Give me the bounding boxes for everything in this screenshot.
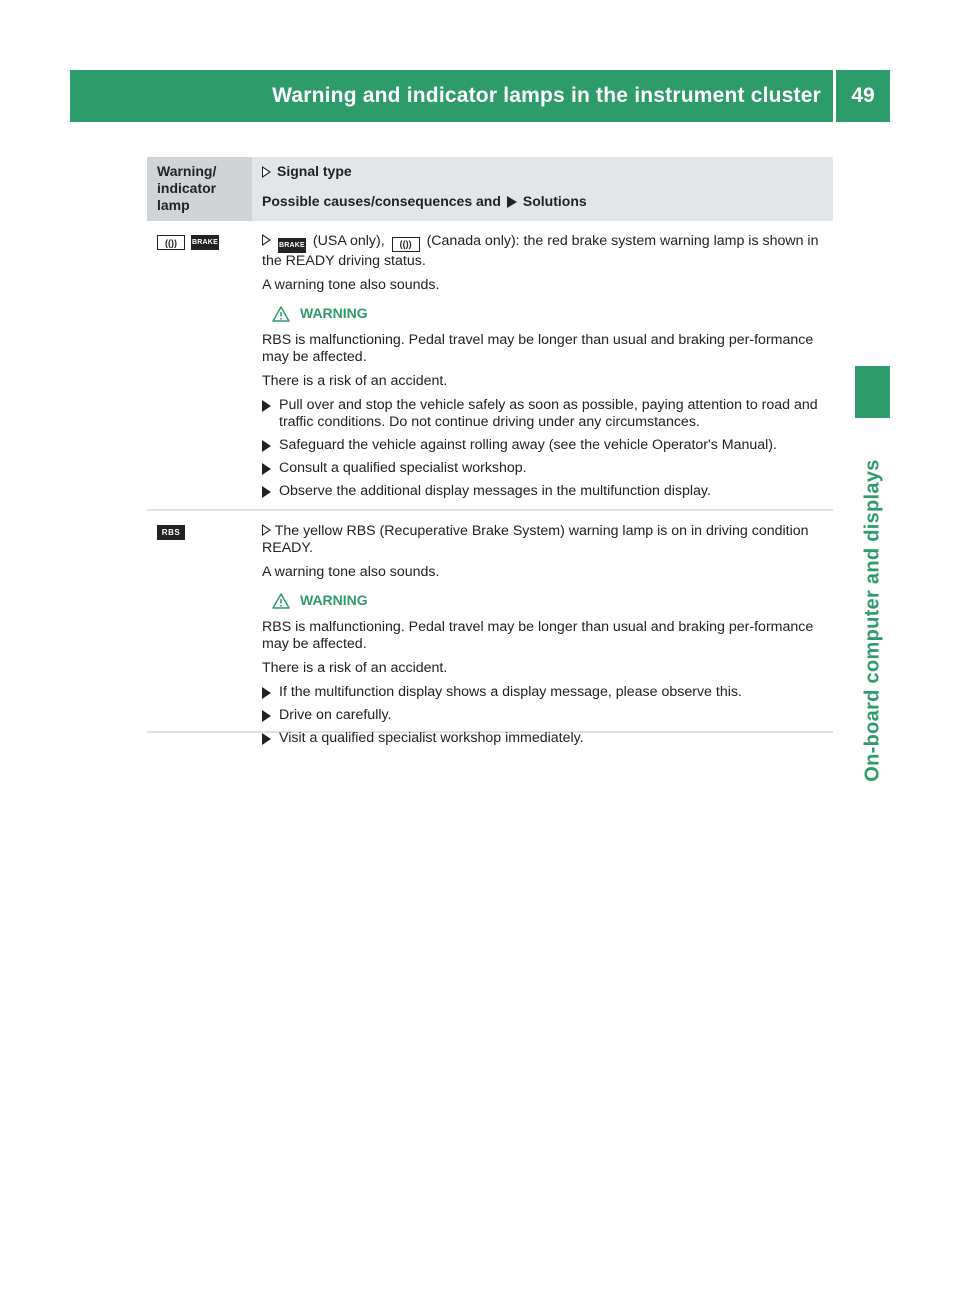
causes-label: Possible causes/consequences and bbox=[262, 193, 501, 209]
step-arrow-icon bbox=[262, 710, 271, 722]
warning-lamp-table bbox=[147, 157, 833, 746]
warning-triangle-icon bbox=[272, 306, 290, 322]
lamp-cell bbox=[147, 221, 252, 509]
warning-heading bbox=[272, 592, 833, 609]
step-arrow-icon bbox=[262, 463, 271, 475]
page-header bbox=[70, 70, 890, 122]
signal-type-label: Signal type bbox=[277, 163, 352, 179]
column-header-signal bbox=[252, 157, 833, 221]
warning-label: WARNING bbox=[300, 592, 368, 608]
lamp-cell bbox=[147, 511, 252, 731]
section-tab-marker bbox=[855, 366, 890, 418]
list-item: Safeguard the vehicle against rolling away (see the vehicle Operator's Manual). bbox=[262, 437, 833, 454]
tone-text: A warning tone also sounds. bbox=[262, 564, 440, 580]
signal-type-icon bbox=[262, 524, 271, 536]
step-arrow-icon bbox=[262, 687, 271, 699]
table-row bbox=[147, 511, 833, 746]
signal-type-icon bbox=[262, 166, 271, 178]
table-header bbox=[147, 157, 833, 221]
description-cell: The yellow RBS (Recuperative Brake System) warning lamp is on in driving condition READY. A warning tone also sounds. WARNING RBS is malfunctioning. Pedal travel may be longer than usual and braking per-formance may be affected. There is a risk of an accident. If the multifunction display shows a display message, please observe this. Drive on carefully. Visit a qualified specialist workshop immediately. bbox=[252, 511, 833, 731]
solutions-icon bbox=[507, 196, 517, 208]
brake-lamp-icon: BRAKE bbox=[278, 238, 306, 253]
risk-text: There is a risk of an accident. bbox=[262, 660, 448, 676]
warning-text: RBS is malfunctioning. Pedal travel may be longer than usual and braking per-formance may be affected. bbox=[262, 619, 814, 652]
tone-text: A warning tone also sounds. bbox=[262, 277, 440, 293]
list-item: Consult a qualified specialist workshop. bbox=[262, 460, 833, 477]
list-item: Visit a qualified specialist workshop immediately. bbox=[262, 730, 833, 747]
table-row bbox=[147, 221, 833, 511]
warning-label: WARNING bbox=[300, 305, 368, 321]
brake-circle-lamp-icon: (()) bbox=[392, 237, 420, 252]
brake-circle-lamp-icon: (()) bbox=[157, 235, 185, 250]
section-tab bbox=[845, 440, 901, 800]
list-item: If the multifunction display shows a display message, please observe this. bbox=[262, 684, 833, 701]
warning-triangle-icon bbox=[272, 593, 290, 609]
step-arrow-icon bbox=[262, 440, 271, 452]
risk-text: There is a risk of an accident. bbox=[262, 373, 448, 389]
step-arrow-icon bbox=[262, 733, 271, 745]
column-header-lamp: Warning/ indicator lamp bbox=[147, 157, 252, 221]
section-tab-label: On-board computer and displays bbox=[861, 458, 884, 782]
step-arrow-icon bbox=[262, 486, 271, 498]
warning-heading bbox=[272, 305, 833, 322]
brake-lamp-icon: BRAKE bbox=[191, 235, 219, 250]
step-arrow-icon bbox=[262, 400, 271, 412]
page-number: 49 bbox=[836, 70, 890, 122]
description-cell: BRAKE (USA only), (()) (Canada only): the red brake system warning lamp is shown in the READY driving status. A warning tone also sounds. WARNING RBS is malfunctioning. Pedal travel may be longer than usual and braking per-formance may be affected. There is a risk of an accident. Pull over and stop the vehicle safely as soon as possible, paying attention to road and traffic conditions. Do not continue driving under any circumstances. Safeguard the vehicle against rolling away (see the vehicle Operator's Manual). Consult a qualified specialist workshop. Observe the additional display messages in the multifunction display. bbox=[252, 221, 833, 509]
signal-type-icon bbox=[262, 234, 271, 246]
header-title: Warning and indicator lamps in the instrument cluster bbox=[70, 70, 833, 122]
warning-text: RBS is malfunctioning. Pedal travel may be longer than usual and braking per-formance may be affected. bbox=[262, 332, 814, 365]
list-item: Drive on carefully. bbox=[262, 707, 833, 724]
list-item: Pull over and stop the vehicle safely as soon as possible, paying attention to road and traffic conditions. Do not continue driving under any circumstances. bbox=[262, 397, 833, 431]
rbs-lamp-icon: RBS bbox=[157, 525, 185, 540]
list-item: Observe the additional display messages in the multifunction display. bbox=[262, 483, 833, 500]
solutions-label: Solutions bbox=[522, 193, 587, 209]
